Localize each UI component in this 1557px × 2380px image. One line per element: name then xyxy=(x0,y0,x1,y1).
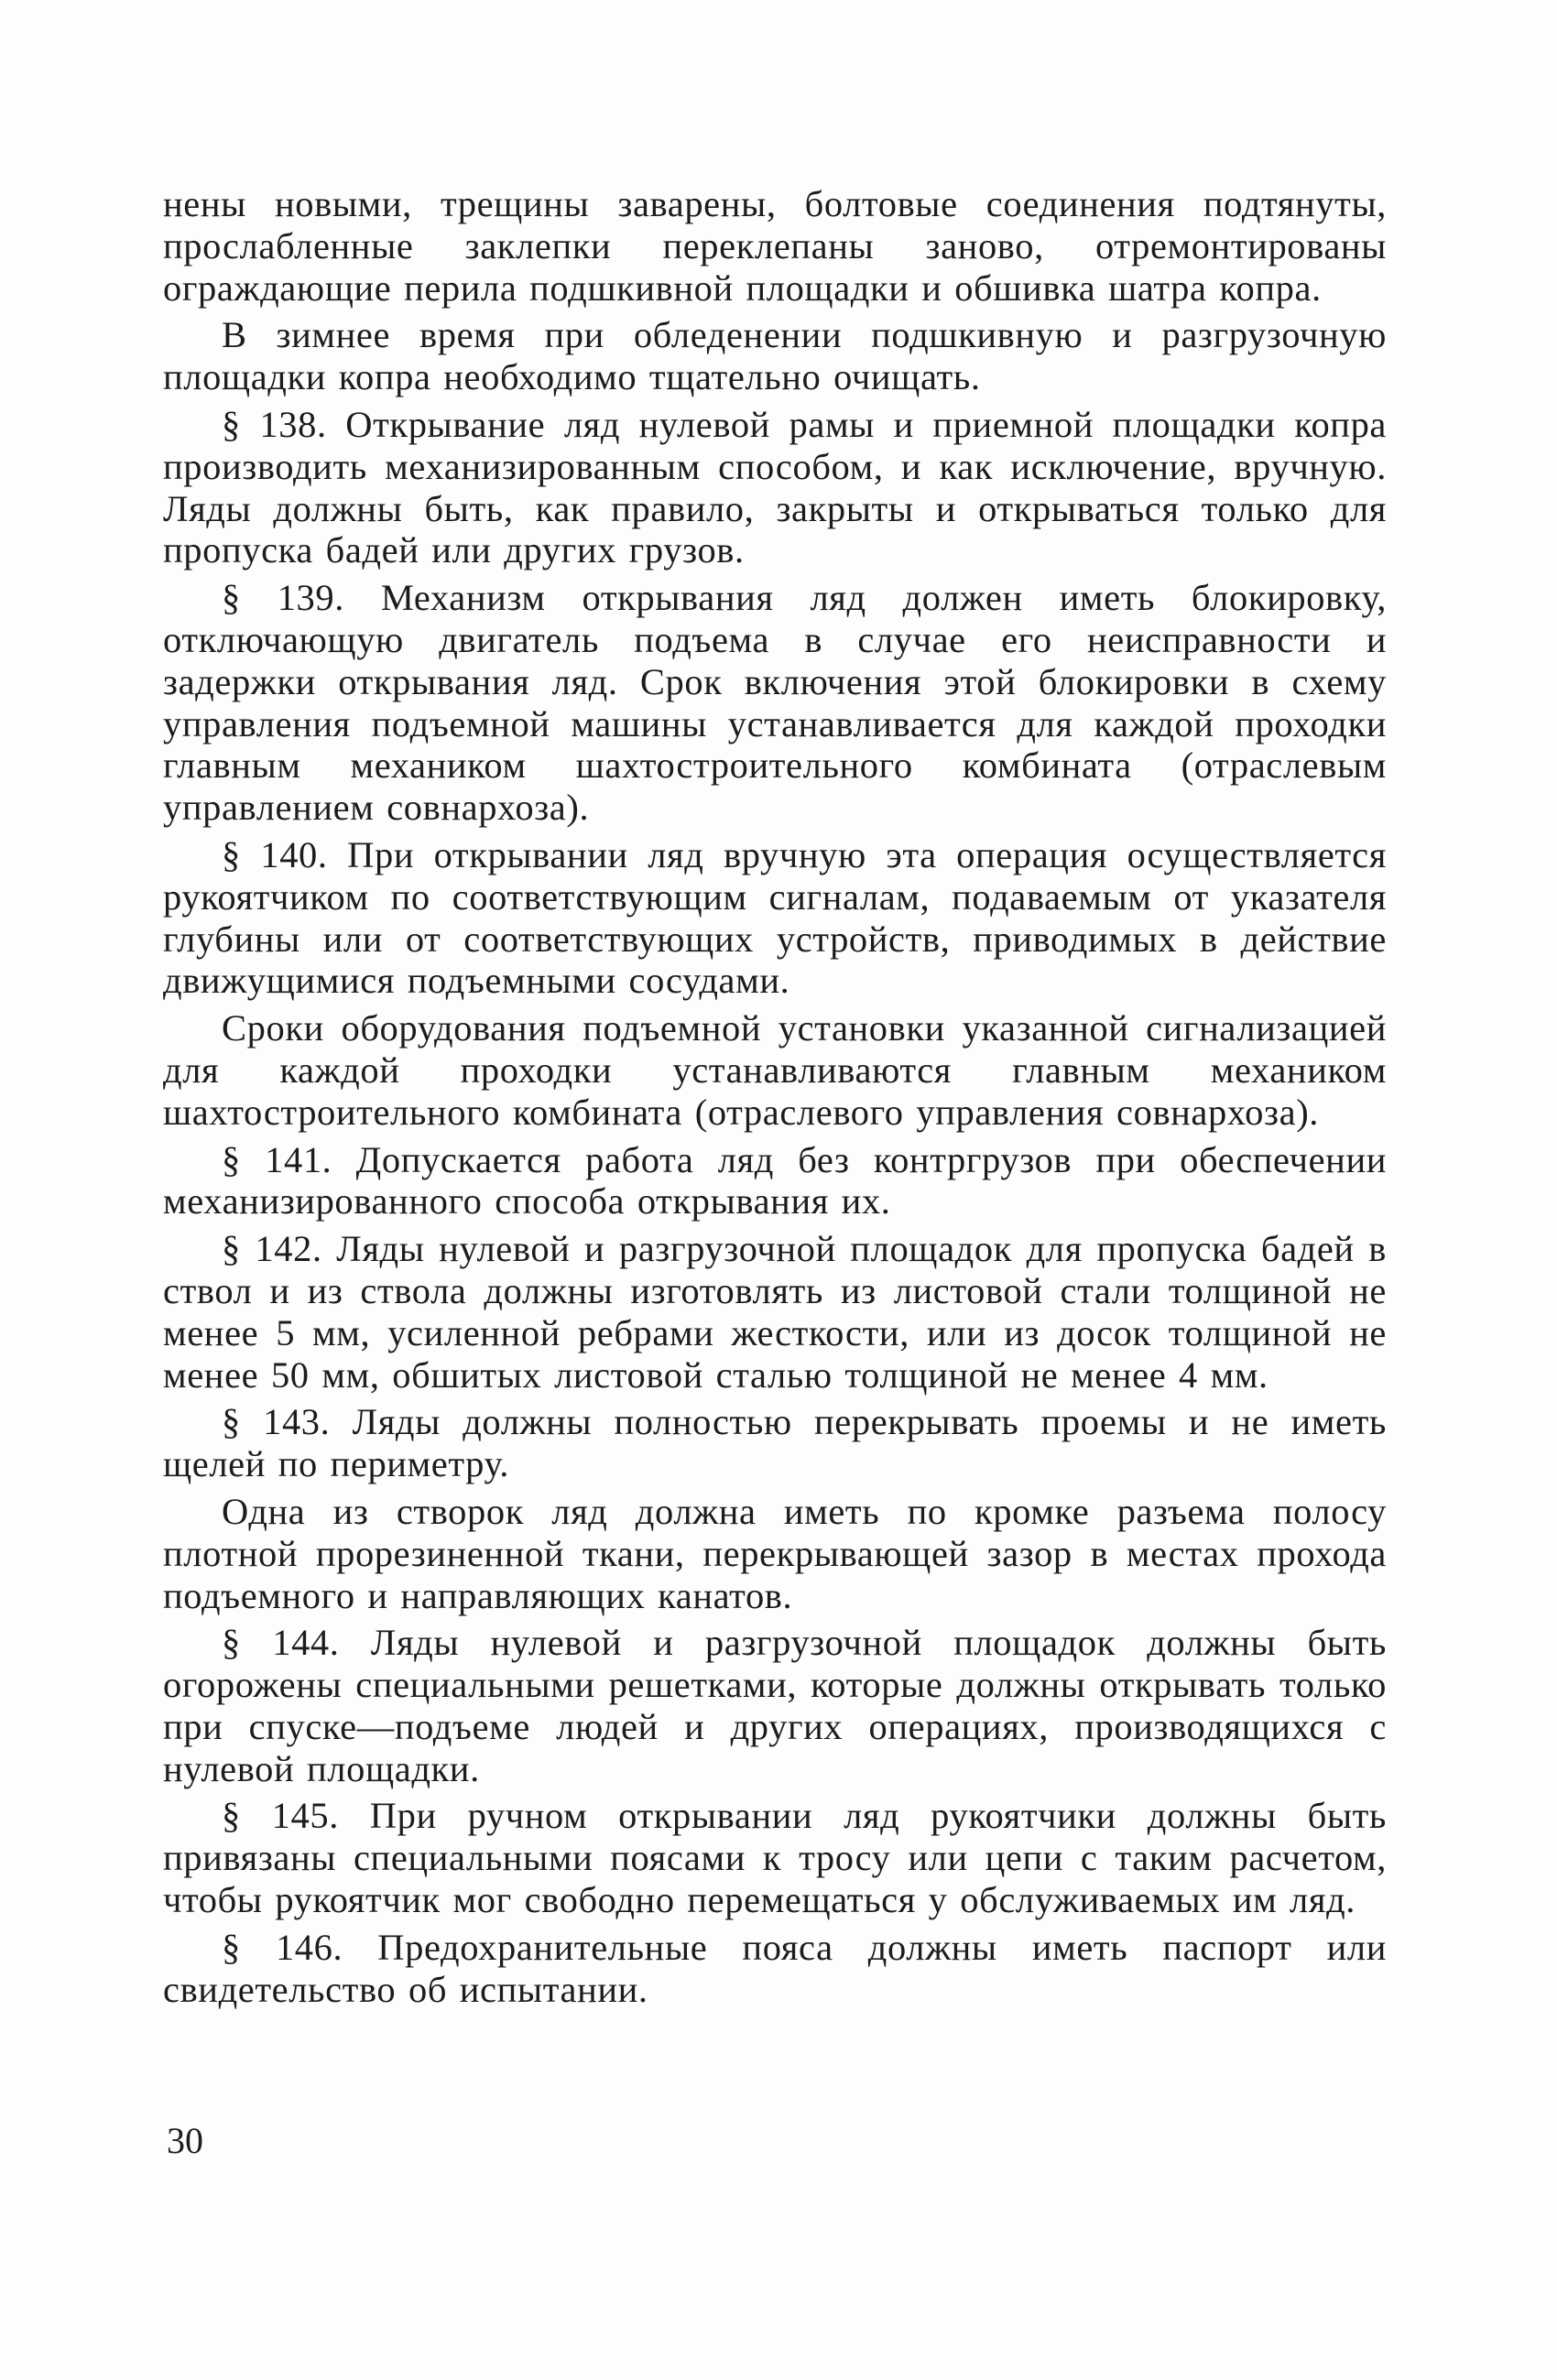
paragraph-section-142: § 142. Ляды нулевой и разгрузочной площадок для пропуска бадей в ствол и из ствола должны изготовлять из листовой стали толщиной не менее 5 мм, усиленной ребрами жесткости, или из досок толщиной не менее 50 мм, обшитых листовой сталью толщиной не менее 4 мм. xyxy=(163,1228,1387,1396)
page-number: 30 xyxy=(167,2120,203,2161)
paragraph-continuation: нены новыми, трещины заварены, болтовые соединения подтянуты, прослабленные заклепки переклепаны заново, отремонтированы ограждающие перила подшкивной площадки и обшивка шатра копра. xyxy=(163,183,1387,309)
paragraph-section-146: § 146. Предохранительные пояса должны иметь паспорт или свидетельство об испытании. xyxy=(163,1926,1387,2010)
paragraph-section-139: § 139. Механизм открывания ляд должен иметь блокировку, отключающую двигатель подъема в случае его неисправности и задержки открывания ляд. Срок включения этой блокировки в схему управления подъемной машины устанавливается для каждой проходки главным механиком шахтостроительного комбината (отраслевым управлением совнархоза). xyxy=(163,577,1387,829)
body-text xyxy=(163,183,1387,2016)
paragraph-winter-icing: В зимнее время при обледенении подшкивную и разгрузочную площадки копра необходимо тщательно очищать. xyxy=(163,314,1387,398)
paragraph-section-144: § 144. Ляды нулевой и разгрузочной площадок должны быть огорожены специальными решетками, которые должны открывать только при спуске—подъеме людей и других операциях, производящихся с нулевой площадки. xyxy=(163,1622,1387,1789)
paragraph-rubberized-strip: Одна из створок ляд должна иметь по кромке разъема полосу плотной прорезиненной ткани, перекрывающей зазор в местах прохода подъемного и направляющих канатов. xyxy=(163,1490,1387,1616)
paragraph-section-141: § 141. Допускается работа ляд без контргрузов при обеспечении механизированного способа открывания их. xyxy=(163,1138,1387,1223)
paragraph-section-140: § 140. При открывании ляд вручную эта операция осуществляется рукоятчиком по соответствующим сигналам, подаваемым от указателя глубины или от соответствующих устройств, приводимых в действие движущимися подъемными сосудами. xyxy=(163,833,1387,1002)
paragraph-section-138: § 138. Открывание ляд нулевой рамы и приемной площадки копра производить механизированным способом, и как исключение, вручную. Ляды должны быть, как правило, закрыты и открываться только для пропуска бадей или других грузов. xyxy=(163,403,1387,571)
paragraph-section-145: § 145. При ручном открывании ляд рукоятчики должны быть привязаны специальными поясами к тросу или цепи с таким расчетом, чтобы рукоятчик мог свободно перемещаться у обслуживаемых им ляд. xyxy=(163,1795,1387,1921)
paragraph-signaling-deadlines: Сроки оборудования подъемной установки указанной сигнализацией для каждой проходки устанавливаются главным механиком шахтостроительного комбината (отраслевого управления совнархоза). xyxy=(163,1007,1387,1133)
paragraph-section-143: § 143. Ляды должны полностью перекрывать проемы и не иметь щелей по периметру. xyxy=(163,1401,1387,1485)
